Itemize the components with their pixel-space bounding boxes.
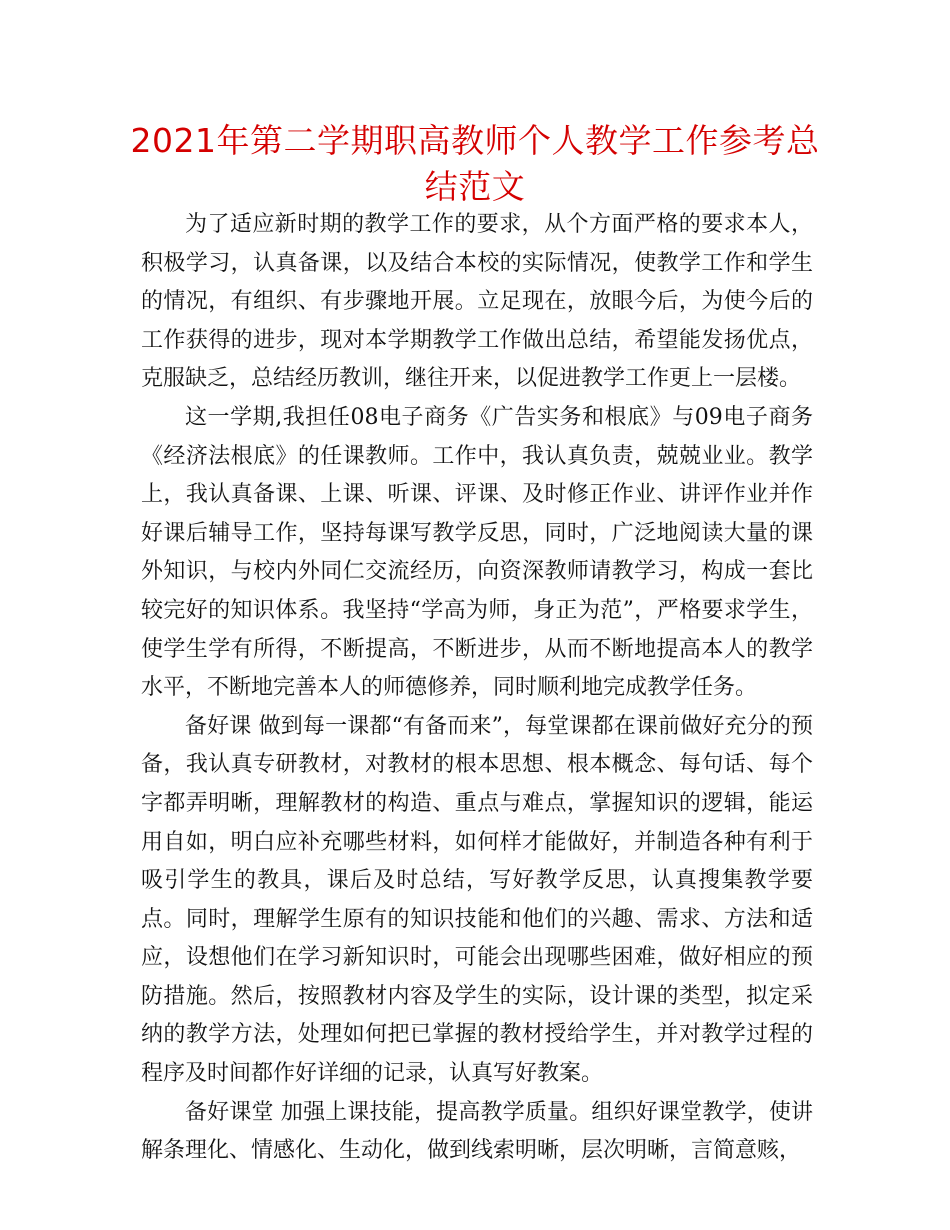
paragraph-intro: 为了适应新时期的教学工作的要求，从个方面严格的要求本人，积极学习，认真备课，以及结合本校的实际情况，使教学工作和学生的情况，有组织、有步骤地开展。立足现在，放眼今后，为使今后的工作获得的进步，现对本学期教学工作做出总结，希望能发扬优点，克服缺乏，总结经历教训，继往开来，以促进教学工作更上一层楼。 xyxy=(141,212,813,392)
paragraph-classroom-teaching: 备好课堂 加强上课技能，提高教学质量。组织好课堂教学，使讲解条理化、情感化、生动化，做到线索明晰，层次明晰，言简意赅， xyxy=(141,1099,813,1164)
document-body xyxy=(141,206,813,1171)
document-title: 2021年第二学期职高教师个人教学工作参考总结范文 xyxy=(130,121,820,206)
paragraph-teaching-duties: 这一学期,我担任08电子商务《广告实务和根底》与09电子商务《经济法根底》的任课教师。工作中，我认真负责，兢兢业业。教学上，我认真备课、上课、听课、评课、及时修正作业、讲评作业并作好课后辅导工作，坚持每课写教学反思，同时，广泛地阅读大量的课外知识，与校内外同仁交流经历，向资深教师请教学习，构成一套比较完好的知识体系。我坚持“学高为师，身正为范”，严格要求学生，使学生学有所得，不断提高，不断进步，从而不断地提高本人的教学水平，不断地完善本人的师德修养，同时顺利地完成教学任务。 xyxy=(141,404,813,701)
paragraph-lesson-preparation: 备好课 做到每一课都“有备而来”，每堂课都在课前做好充分的预备，我认真专研教材，对教材的根本思想、根本概念、每句话、每个字都弄明晰，理解教材的构造、重点与难点，掌握知识的逻辑，能运用自如，明白应补充哪些材料，如何样才能做好，并制造各种有利于吸引学生的教具，课后及时总结，写好教学反思，认真搜集教学要点。同时，理解学生原有的知识技能和他们的兴趣、需求、方法和适应，设想他们在学习新知识时，可能会出现哪些困难，做好相应的预防措施。然后，按照教材内容及学生的实际，设计课的类型，拟定采纳的教学方法，处理如何把已掌握的教材授给学生，并对教学过程的程序及时间都作好详细的记录，认真写好教案。 xyxy=(141,713,813,1087)
